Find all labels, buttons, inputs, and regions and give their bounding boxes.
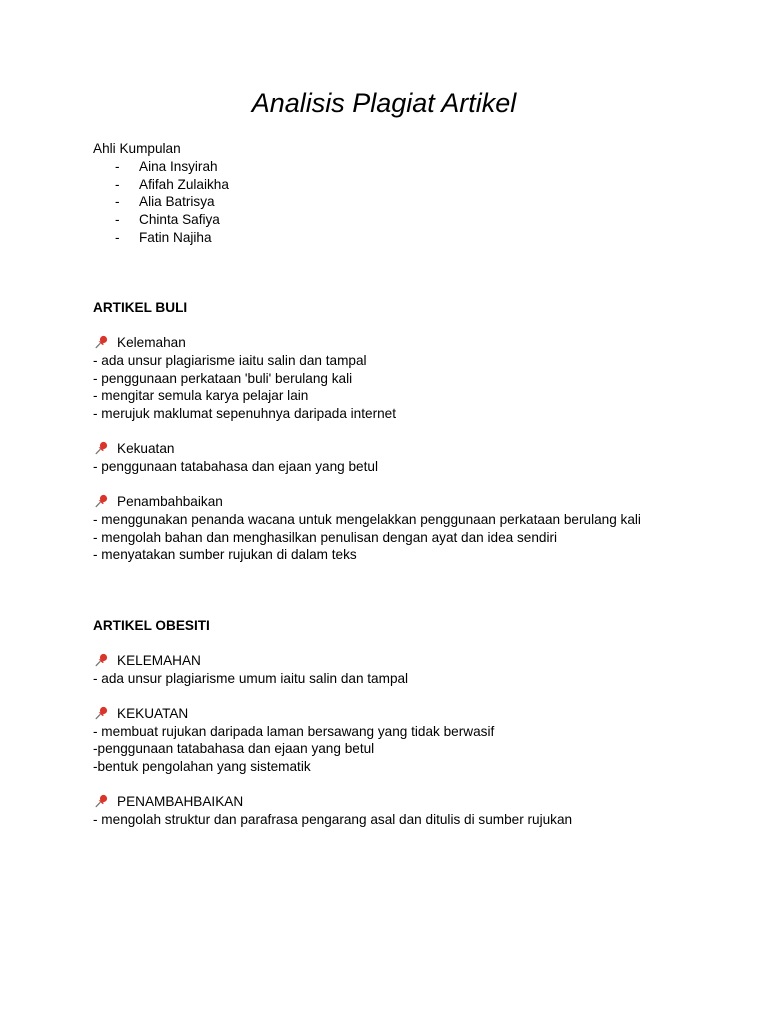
list-item: -bentuk pengolahan yang sistematik xyxy=(93,759,311,774)
list-item: - merujuk maklumat sepenuhnya daripada internet xyxy=(93,406,397,421)
list-bullet: - xyxy=(115,230,120,245)
member-name: Aina Insyirah xyxy=(139,159,218,174)
member-name: Fatin Najiha xyxy=(139,230,212,245)
member-name: Afifah Zulaikha xyxy=(139,177,229,192)
list-item: - menyatakan sumber rujukan di dalam teks xyxy=(93,547,357,562)
list-item: - penggunaan tatabahasa dan ejaan yang betul xyxy=(93,459,378,474)
member-item xyxy=(115,193,215,211)
group-label: PENAMBAHBAIKAN xyxy=(93,793,243,811)
group-label: Kekuatan xyxy=(93,440,174,458)
list-item: - membuat rujukan daripada laman bersawang yang tidak berwasif xyxy=(93,724,495,739)
list-bullet: - xyxy=(115,159,120,174)
section-heading: ARTIKEL BULI xyxy=(93,300,188,315)
member-name: Alia Batrisya xyxy=(139,194,215,209)
section-heading: ARTIKEL OBESITI xyxy=(93,618,210,633)
list-item: - mengolah bahan dan menghasilkan penulisan dengan ayat dan idea sendiri xyxy=(93,530,558,545)
member-item xyxy=(115,158,218,176)
pushpin-icon xyxy=(95,653,109,667)
document-title: Analisis Plagiat Artikel xyxy=(251,88,517,118)
list-item: - ada unsur plagiarisme iaitu salin dan tampal xyxy=(93,353,367,368)
list-bullet: - xyxy=(115,194,120,209)
list-item: -penggunaan tatabahasa dan ejaan yang betul xyxy=(93,741,375,756)
pushpin-icon xyxy=(95,706,109,720)
members-label: Ahli Kumpulan xyxy=(93,141,181,156)
member-item xyxy=(115,211,220,229)
pushpin-icon xyxy=(95,494,109,508)
list-bullet: - xyxy=(115,212,120,227)
group-label: Penambahbaikan xyxy=(93,493,223,511)
list-item: - mengitar semula karya pelajar lain xyxy=(93,388,309,403)
list-item: - mengolah struktur dan parafrasa pengarang asal dan ditulis di sumber rujukan xyxy=(93,812,573,827)
list-bullet: - xyxy=(115,177,120,192)
list-item: - menggunakan penanda wacana untuk mengelakkan penggunaan perkataan berulang kali xyxy=(93,512,641,527)
list-item: - ada unsur plagiarisme umum iaitu salin dan tampal xyxy=(93,671,409,686)
member-item xyxy=(115,176,229,194)
pushpin-icon xyxy=(95,794,109,808)
group-label: Kelemahan xyxy=(93,334,186,352)
group-label: KEKUATAN xyxy=(93,705,188,723)
list-item: - penggunaan perkataan 'buli' berulang kali xyxy=(93,371,353,386)
member-item xyxy=(115,229,212,247)
pushpin-icon xyxy=(95,335,109,349)
pushpin-icon xyxy=(95,441,109,455)
member-name: Chinta Safiya xyxy=(139,212,220,227)
group-label: KELEMAHAN xyxy=(93,652,201,670)
